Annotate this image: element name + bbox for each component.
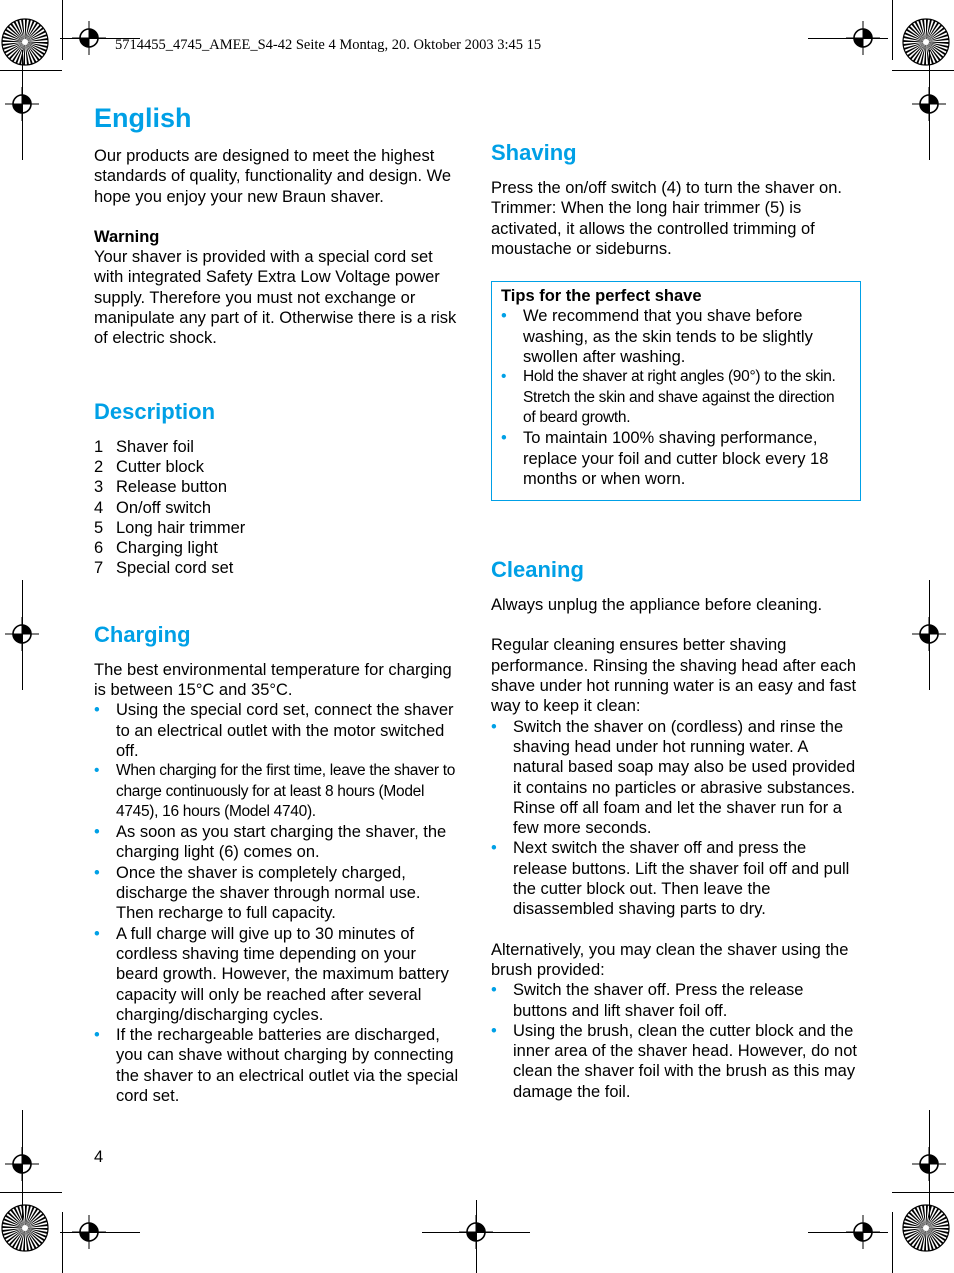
- tips-list-item: • Hold the shaver at right angles (90°) to the skin. Stretch the skin and shave against the direction of beard growth.: [501, 367, 850, 428]
- cleaning-list-item: • Next switch the shaver off and press the release buttons. Lift the shaver foil off and pull the cutter block out. Then leave the disassembled shaving parts to dry.: [491, 838, 861, 919]
- registration-rosette-icon: [1, 1204, 49, 1252]
- registration-rosette-icon: [902, 18, 950, 66]
- shaving-text: Press the on/off switch (4) to turn the shaver on.: [491, 179, 842, 197]
- charging-list-item: • When charging for the first time, leave the shaver to charge continuously for at least 8 hours (Model 4745), 16 hours (Model 4740).: [94, 761, 462, 822]
- parts-list-item: 5 Long hair trimmer: [94, 518, 246, 537]
- warning-text: Your shaver is provided with a special cord set with integrated Safety Extra Low Voltage power supply. Therefore you must not exchange or manipulate any part of it. Otherwise there is a risk of electric shock.: [94, 248, 457, 348]
- crop-line: [22, 580, 23, 690]
- crop-line: [892, 1212, 893, 1273]
- crop-line: [808, 1232, 888, 1233]
- crop-line: [476, 1200, 477, 1273]
- cleaning-list-item: • Switch the shaver on (cordless) and rinse the shaving head under hot running water. A natural based soap may also be used provided it contains no particles or abrasive substances. Rinse off all foam and let the shaver run for a few more seconds.: [491, 717, 861, 839]
- tips-list-item: • We recommend that you shave before washing, as the skin tends to be slightly swollen after washing.: [501, 306, 850, 367]
- charging-list-item: • A full charge will give up to 30 minutes of cordless shaving time depending on your beard growth. However, the maximum battery capacity will only be reached after several charging/discharging cycles.: [94, 924, 462, 1025]
- parts-list-item: 7 Special cord set: [94, 559, 234, 578]
- registration-rosette-icon: [1, 18, 49, 66]
- charging-heading: Charging: [94, 621, 191, 647]
- charging-list-item: • If the rechargeable batteries are discharged, you can shave without charging by connecting the shaver to an electrical outlet via the special cord set.: [94, 1025, 462, 1106]
- tips-list-item: • To maintain 100% shaving performance, replace your foil and cutter block every 18 months or when worn.: [501, 428, 850, 489]
- crop-line: [892, 0, 893, 60]
- crop-line: [60, 1232, 140, 1233]
- brush-cleaning-list-item: • Using the brush, clean the cutter block and the inner area of the shaver head. However, do not clean the shaver foil with the brush as this may damage the foil.: [491, 1021, 861, 1102]
- crop-line: [929, 50, 930, 160]
- parts-list-item: 2 Cutter block: [94, 457, 205, 476]
- brush-cleaning-list: [491, 980, 861, 1102]
- crop-line: [22, 50, 23, 160]
- crop-line: [0, 1192, 62, 1193]
- brush-cleaning-list-item: • Switch the shaver off. Press the release buttons and lift shaver foil off.: [491, 980, 861, 1021]
- brush-cleaning-intro: Alternatively, you may clean the shaver using the brush provided:: [491, 940, 849, 979]
- charging-list-item: • Using the special cord set, connect the shaver to an electrical outlet with the motor switched off.: [94, 700, 462, 761]
- parts-list: [94, 437, 462, 579]
- cleaning-heading: Cleaning: [491, 557, 584, 583]
- page-title: English: [94, 103, 192, 133]
- registration-rosette-icon: [902, 1204, 950, 1252]
- left-column: [94, 102, 462, 1106]
- tips-list: [501, 306, 850, 489]
- crop-line: [62, 1212, 63, 1273]
- description-heading: Description: [94, 398, 216, 424]
- intro-paragraph: Our products are designed to meet the highest standards of quality, functionality and design. We hope you enjoy your new Braun shaver.: [94, 147, 452, 206]
- shaving-heading: Shaving: [491, 140, 577, 165]
- tips-box: [491, 281, 861, 501]
- crop-line: [62, 0, 63, 60]
- crop-line: [892, 70, 954, 71]
- right-column: [491, 140, 861, 1102]
- crop-line: [929, 580, 930, 690]
- parts-list-item: 3 Release button: [94, 478, 227, 497]
- crop-line: [0, 70, 62, 71]
- cleaning-intro: Regular cleaning ensures better shaving performance. Rinsing the shaving head after each shave under hot running water is an easy and fast way to keep it clean:: [491, 636, 857, 716]
- cleaning-list: [491, 717, 861, 920]
- charging-intro: The best environmental temperature for charging is between 15°C and 35°C.: [94, 660, 452, 700]
- tips-heading: Tips for the perfect shave: [501, 287, 702, 306]
- crop-line: [929, 1110, 930, 1220]
- charging-list-item: • Once the shaver is completely charged, discharge the shaver through normal use. Then recharge to full capacity.: [94, 863, 462, 924]
- crop-line: [22, 1110, 23, 1220]
- warning-heading: Warning: [94, 227, 160, 246]
- crop-line: [892, 1192, 954, 1193]
- crop-line: [808, 38, 888, 39]
- charging-list: [94, 700, 462, 1106]
- cleaning-unplug-text: Always unplug the appliance before cleaning.: [491, 596, 823, 615]
- trimmer-text: Trimmer: When the long hair trimmer (5) is activated, it allows the controlled trimming of moustache or sideburns.: [491, 199, 815, 258]
- page-number: 4: [94, 1148, 104, 1166]
- parts-list-item: 4 On/off switch: [94, 498, 212, 517]
- parts-list-item: 1 Shaver foil: [94, 437, 194, 456]
- parts-list-item: 6 Charging light: [94, 539, 218, 558]
- charging-list-item: • As soon as you start charging the shaver, the charging light (6) comes on.: [94, 822, 462, 863]
- print-file-info: 5714455_4745_AMEE_S4-42 Seite 4 Montag, 20. Oktober 2003 3:45 15: [115, 37, 542, 53]
